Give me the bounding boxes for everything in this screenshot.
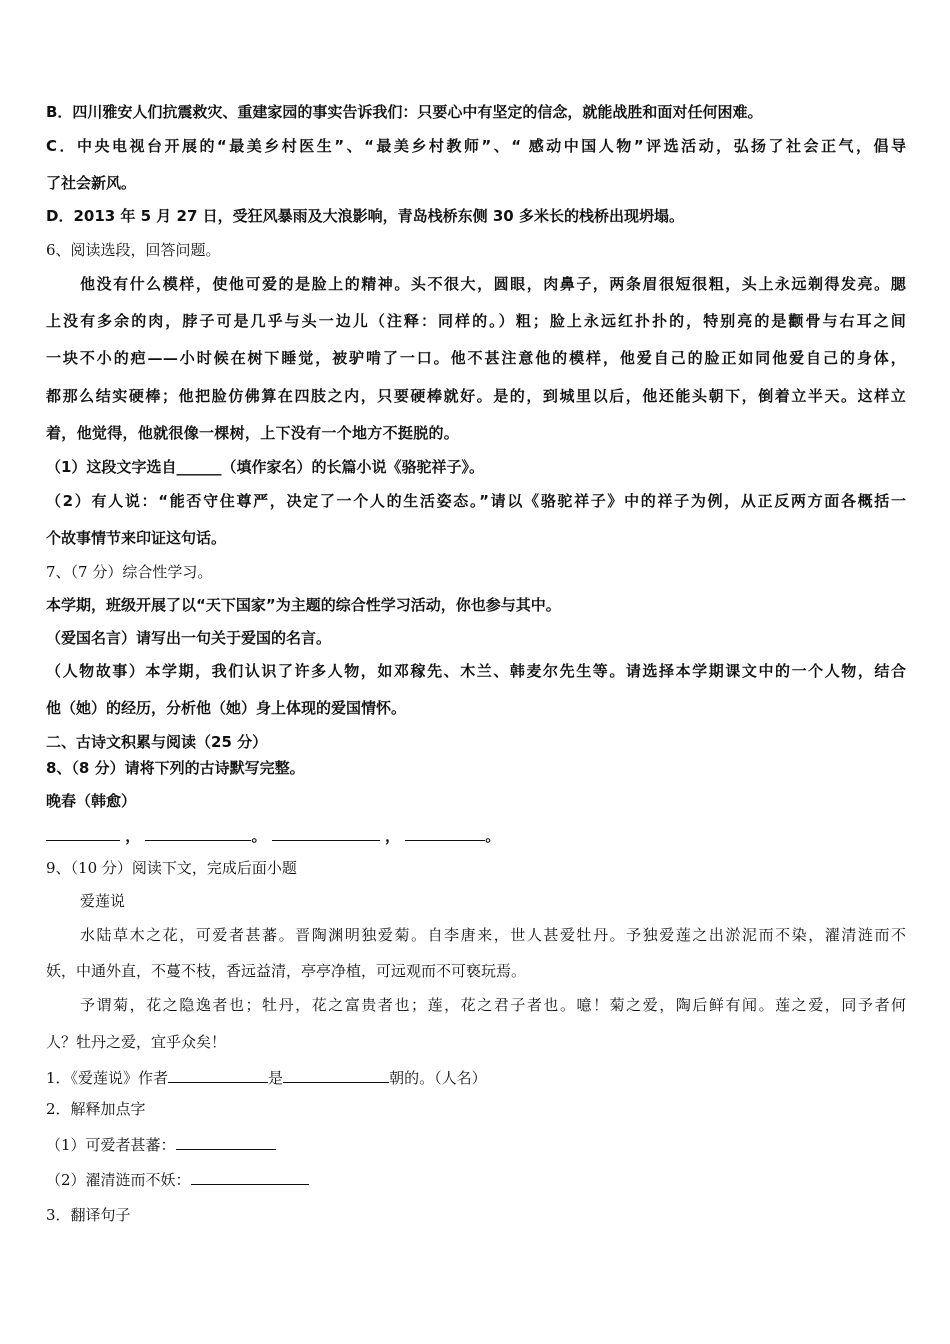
q8-blank-4[interactable] xyxy=(405,824,485,841)
q9-sub1-text-a: 1．《爱莲说》作者 xyxy=(46,1069,169,1087)
q8-sep-4: 。 xyxy=(485,827,501,845)
q8-sep-3: ， xyxy=(384,827,400,845)
q6-title: 6、阅读选段，回答问题。 xyxy=(46,241,221,259)
q7-part1: （爱国名言）请写出一句关于爱国的名言。 xyxy=(46,629,332,647)
q5-option-c-line1: C．中央电视台开展的“最美乡村医生”、“最美乡村教师”、“ 感动中国人物”评选活动，弘扬了社会正气，倡导 xyxy=(46,137,906,155)
q6-subquestion-2-line2: 个故事情节来印证这句话。 xyxy=(46,529,227,547)
q9-sub1-text-c: 朝的。（人名） xyxy=(389,1069,487,1087)
q9-sub3-title: 3．翻译句子 xyxy=(46,1206,131,1224)
q6-passage-line1: 他没有什么模样，使他可爱的是脸上的精神。头不很大，圆眼，肉鼻子，两条眉很短很粗，头上永远剃得发亮。腮 xyxy=(80,275,906,293)
q9-sub1-line xyxy=(46,1066,906,1088)
q9-sub2-item2-text: （2）濯清涟而不妖： xyxy=(46,1171,191,1189)
q8-title: 8、（8 分）请将下列的古诗默写完整。 xyxy=(46,759,305,777)
q8-blank-2[interactable] xyxy=(145,824,251,841)
q7-intro: 本学期，班级开展了以“天下国家”为主题的综合性学习活动，你也参与其中。 xyxy=(46,596,561,614)
q9-sub2-item1 xyxy=(46,1133,906,1155)
q6-passage-line2: 上没有多余的肉，脖子可是几乎与头一边儿（注释：同样的。）粗；脸上永远红扑扑的，特别亮的是颧骨与右耳之间 xyxy=(46,312,906,330)
q8-blank-1[interactable] xyxy=(46,824,120,841)
q9-sub1-text-b: 是 xyxy=(268,1069,284,1087)
q9-para1-line2: 妖，中通外直，不蔓不枝，香远益清，亭亭净植，可远观而不可亵玩焉。 xyxy=(46,962,527,980)
q9-sub1-blank-author[interactable] xyxy=(168,1066,268,1083)
q9-sub2-item1-text: （1）可爱者甚蕃： xyxy=(46,1136,176,1154)
q9-essay-title: 爱莲说 xyxy=(80,892,126,910)
q9-para1-line1: 水陆草木之花，可爱者甚蕃。晋陶渊明独爱菊。自李唐来，世人甚爱牡丹。予独爱莲之出淤泥而不染，濯清涟而不 xyxy=(80,926,906,944)
q7-title: 7、（7 分）综合性学习。 xyxy=(46,563,213,581)
section-2-heading: 二、古诗文积累与阅读（25 分） xyxy=(46,733,268,751)
q9-sub2-item2 xyxy=(46,1168,906,1190)
q8-sep-1: ， xyxy=(125,827,141,845)
q7-part2-line2: 他（她）的经历，分析他（她）身上体现的爱国情怀。 xyxy=(46,699,407,717)
q5-option-b: B．四川雅安人们抗震救灾、重建家园的事实告诉我们：只要心中有坚定的信念，就能战胜和面对任何困难。 xyxy=(46,103,763,121)
q9-para2-line2: 人？牡丹之爱，宜乎众矣！ xyxy=(46,1033,227,1051)
q6-subquestion-2-line1: （2）有人说：“能否守住尊严，决定了一个人的生活姿态。”请以《骆驼祥子》中的祥子为例，从正反两方面各概括一 xyxy=(46,492,906,510)
q9-para2-line1: 予谓菊，花之隐逸者也；牡丹，花之富贵者也；莲，花之君子者也。噫！菊之爱，陶后鲜有闻。莲之爱，同予者何 xyxy=(80,996,906,1014)
q8-poem-title: 晚春（韩愈） xyxy=(46,792,137,810)
q7-part2-line1: （人物故事）本学期，我们认识了许多人物，如邓稼先、木兰、韩麦尔先生等。请选择本学期课文中的一个人物，结合 xyxy=(46,662,906,680)
q8-blank-3[interactable] xyxy=(272,824,380,841)
q8-sep-2: 。 xyxy=(251,827,267,845)
q5-option-c-line2: 了社会新风。 xyxy=(46,174,137,192)
q9-sub2-item1-blank[interactable] xyxy=(176,1133,276,1150)
q6-subquestion-1: （1）这段文字选自______（填作家名）的长篇小说《骆驼祥子》。 xyxy=(46,458,484,476)
q8-blanks-line xyxy=(46,824,906,846)
q9-title: 9、（10 分）阅读下文，完成后面小题 xyxy=(46,859,297,877)
q6-passage-line3: 一块不小的疤——小时候在树下睡觉，被驴啃了一口。他不甚注意他的模样，他爱自己的脸正如同他爱自己的身体， xyxy=(46,349,906,367)
q6-passage-line4: 都那么结实硬棒；他把脸仿佛算在四肢之内，只要硬棒就好。是的，到城里以后，他还能头朝下，倒着立半天。这样立 xyxy=(46,387,906,405)
q9-sub2-item2-blank[interactable] xyxy=(191,1168,309,1185)
q9-sub1-blank-dynasty[interactable] xyxy=(283,1066,389,1083)
q5-option-d: D．2013 年 5 月 27 日，受狂风暴雨及大浪影响，青岛栈桥东侧 30 多米长的栈桥出现坍塌。 xyxy=(46,207,684,225)
q6-passage-line5: 着，他觉得，他就很像一棵树，上下没有一个地方不挺脱的。 xyxy=(46,424,460,442)
q9-sub2-title: 2．解释加点字 xyxy=(46,1100,146,1118)
